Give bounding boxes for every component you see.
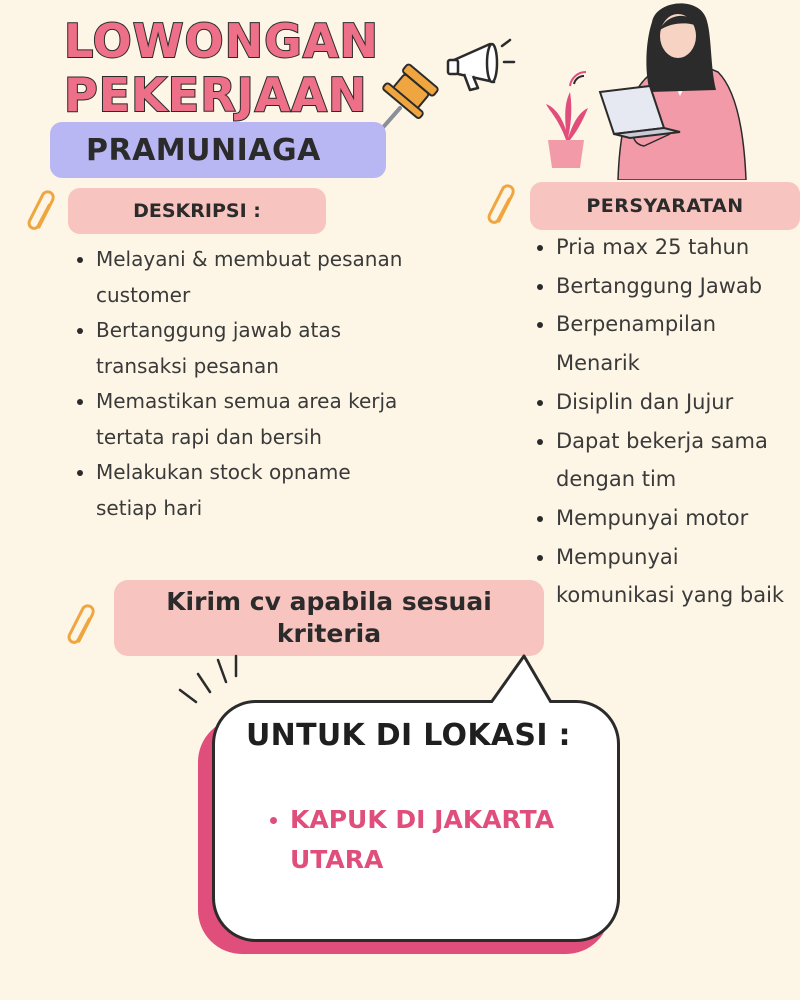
subtitle-bar — [50, 122, 386, 178]
description-item: Melakukan stock opname setiap hari — [74, 455, 404, 526]
requirement-item: Mempunyai motor — [534, 499, 800, 538]
description-heading: DESKRIPSI : — [68, 188, 326, 234]
potted-plant-icon — [546, 92, 588, 168]
megaphone-icon — [440, 30, 520, 100]
requirement-item: Mempunyai komunikasi yang baik — [534, 538, 800, 615]
cta-text: Kirim cv apabila sesuai kriteria — [166, 587, 492, 648]
paperclip-icon — [484, 180, 524, 228]
paperclip-icon — [24, 186, 64, 234]
location-item: KAPUK DI JAKARTA UTARA — [270, 800, 590, 880]
description-item: Memastikan semua area kerja tertata rapi dan bersih — [74, 384, 404, 455]
requirement-item: Dapat bekerja sama dengan tim — [534, 422, 800, 499]
bubble-tail — [480, 652, 570, 712]
description-list — [74, 242, 404, 526]
requirement-item: Bertanggung Jawab — [534, 267, 800, 306]
woman-with-laptop-illustration — [540, 0, 800, 180]
requirement-item: Berpenampilan Menarik — [534, 305, 800, 382]
requirements-heading: PERSYARATAN — [530, 182, 800, 230]
description-item: Bertanggung jawab atas transaksi pesanan — [74, 313, 404, 384]
requirements-list — [534, 228, 800, 615]
job-title: PRAMUNIAGA — [86, 132, 321, 168]
location-heading: UNTUK DI LOKASI : — [246, 718, 571, 753]
description-item: Melayani & membuat pesanan customer — [74, 242, 404, 313]
location-list — [270, 800, 590, 880]
cta-box — [114, 580, 544, 656]
title-line-1: LOWONGAN — [64, 14, 379, 68]
paperclip-icon — [64, 600, 104, 648]
title-line-2: PEKERJAAN — [64, 68, 368, 122]
requirement-item: Disiplin dan Jujur — [534, 383, 800, 422]
requirement-item: Pria max 25 tahun — [534, 228, 800, 267]
